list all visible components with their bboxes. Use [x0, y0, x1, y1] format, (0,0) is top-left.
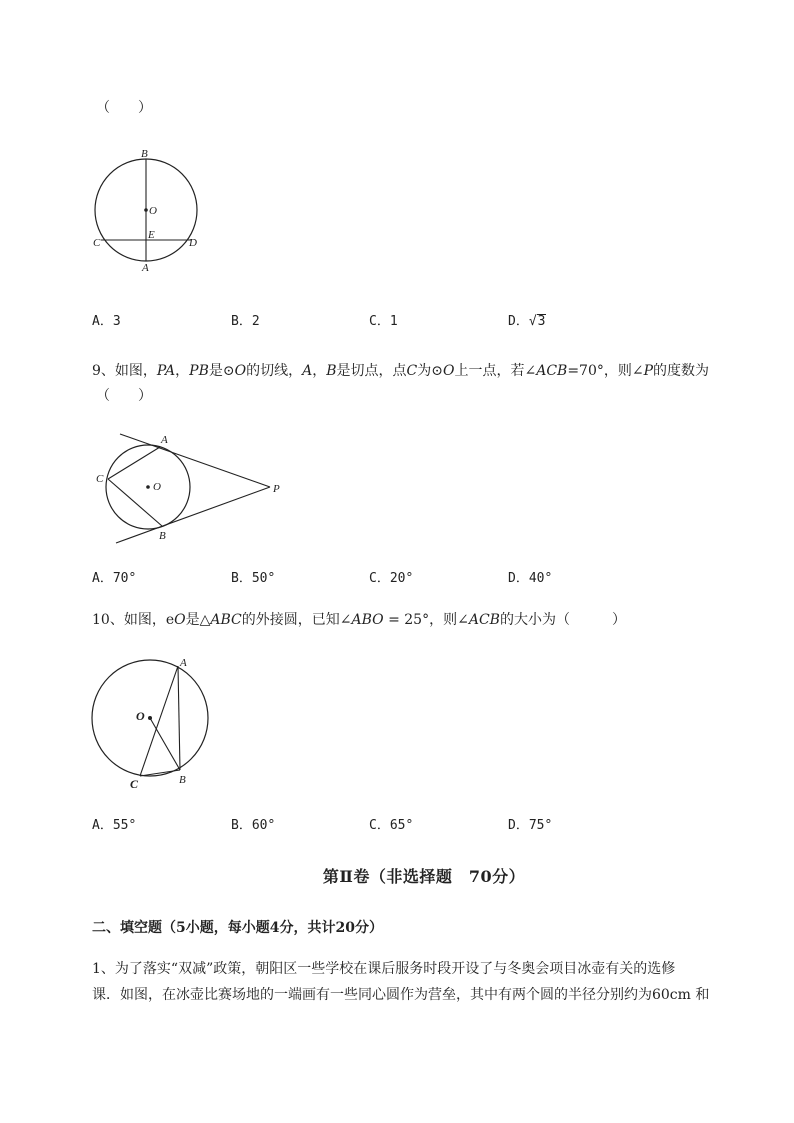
q9-b: B [326, 363, 337, 379]
q9-o2: O [442, 363, 455, 379]
q9-label-p: P [273, 483, 280, 495]
q9-sep1: ， [175, 363, 190, 379]
q8-option-d-radicand: 3 [537, 314, 546, 329]
q10-segment-ob [150, 718, 180, 770]
section2-q1-line1: 1、为了落实“双减”政策，朝阳区一些学校在课后服务时段开设了与冬奥会项目冰壶有关的选修 [92, 961, 676, 977]
section2-subtitle: 二、填空题（5小题，每小题4分，共计20分） [92, 920, 383, 936]
q8-option-d-prefix: D． [508, 314, 529, 329]
q9-pa: PA [156, 363, 176, 379]
q9-label-b: B [159, 530, 166, 542]
q10-option-d: D．75° [508, 818, 553, 833]
q9-t2: 的切线， [246, 363, 303, 379]
q10-option-b: B．60° [231, 818, 276, 833]
q10-side-ac [140, 666, 178, 776]
q8-center-dot [144, 208, 148, 212]
q8-option-c: C．1 [369, 314, 398, 329]
q9-stem [92, 362, 709, 380]
q8-label-e: E [148, 229, 155, 241]
q8-option-d [508, 314, 546, 330]
q9-chord-ca [108, 447, 160, 479]
q9-pb: PB [189, 363, 209, 379]
section2-q1-line2: 课．如图，在冰壶比赛场地的一端画有一些同心圆作为营垒，其中有两个圆的半径分别约为60cm 和 [92, 987, 710, 1003]
q9-t7: 的度数为 [653, 363, 710, 379]
q10-t1: 是△ [185, 612, 211, 628]
q10-label-a: A [180, 657, 187, 669]
q9-tangent-pb [116, 487, 270, 543]
q10-center-dot [148, 716, 152, 720]
q10-acb: ACB [468, 612, 500, 628]
q8-label-b: B [141, 148, 148, 160]
q9-label-a: A [161, 434, 168, 446]
q9-label-c: C [96, 473, 104, 485]
q9-label-o: O [153, 481, 161, 493]
q9-o1: O [234, 363, 247, 379]
q8-circle-figure [88, 144, 212, 276]
q9-tangent-figure [92, 428, 292, 546]
q10-option-c: C．65° [369, 818, 414, 833]
q10-label-c: C [130, 777, 139, 791]
q9-a: A [302, 363, 313, 379]
q9-option-c: C．20° [369, 571, 414, 586]
q9-option-b: B．50° [231, 571, 276, 586]
q9-t4: 为⊙ [417, 363, 443, 379]
q9-option-d: D．40° [508, 571, 553, 586]
q9-answer-bracket: （ ） [96, 388, 152, 404]
q10-circumcircle-figure [88, 652, 216, 792]
q9-p: P [643, 363, 654, 379]
q8-label-a: A [142, 262, 149, 274]
q8-label-o: O [149, 205, 157, 217]
q9-option-a: A．70° [92, 571, 137, 586]
sqrt-icon: √3 [528, 314, 546, 329]
q10-number: 10、如图， [92, 612, 166, 628]
q9-t6: =70°，则∠ [567, 363, 644, 379]
q9-center-dot [146, 485, 150, 489]
q10-abc: ABC [210, 612, 242, 628]
q9-t3: 是切点，点 [336, 363, 407, 379]
q10-abo: ABO [351, 612, 384, 628]
q10-stem [92, 611, 626, 629]
q8-answer-bracket: （ ） [96, 100, 152, 116]
q10-t4: 的大小为（ ） [499, 612, 626, 628]
q10-t2: 的外接圆，已知∠ [241, 612, 352, 628]
q9-c: C [406, 363, 418, 379]
q9-t5: 上一点，若∠ [454, 363, 537, 379]
section2-title: 第Ⅱ卷（非选择题 70分） [322, 867, 526, 886]
q9-sep2: ， [312, 363, 327, 379]
q8-option-a: A．3 [92, 314, 121, 329]
section2-q1-text [92, 956, 752, 1008]
q10-o: O [174, 612, 186, 628]
q10-circle-symbol: e [165, 612, 175, 628]
q10-option-a: A．55° [92, 818, 137, 833]
q9-number: 9、如图， [92, 363, 157, 379]
q8-option-b: B．2 [231, 314, 260, 329]
q10-t3: = 25°，则∠ [383, 612, 469, 628]
q8-label-c: C [93, 237, 101, 249]
q10-side-ab [178, 666, 180, 770]
q9-acb: ACB [536, 363, 568, 379]
q9-tangent-pa [120, 434, 270, 487]
q8-label-d: D [189, 237, 197, 249]
q10-label-b: B [179, 774, 186, 786]
q10-label-o: O [136, 709, 145, 723]
q9-t1: 是⊙ [208, 363, 235, 379]
